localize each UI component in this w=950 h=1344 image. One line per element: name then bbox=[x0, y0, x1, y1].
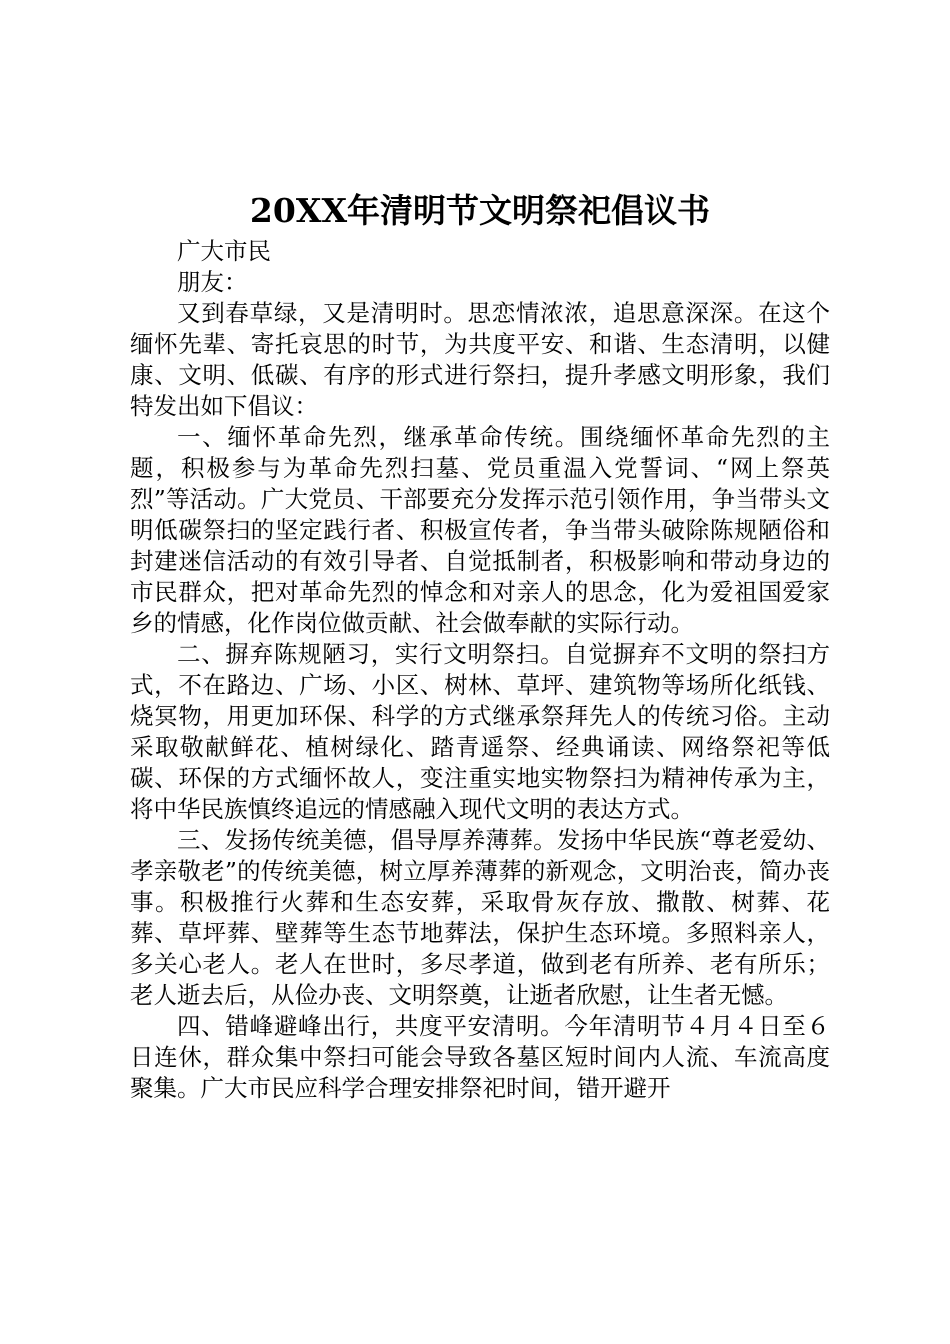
salutation-line-1: 广大市民 bbox=[177, 237, 271, 265]
salutation-line-2: 朋友： bbox=[177, 268, 248, 296]
paragraph-4: 四、错峰避峰出行，共度平安清明。今年清明节４月４日至６日连休，群众集中祭扫可能会导致各墓区短时间内人流、车流高度聚集。广大市民应科学合理安排祭祀时间，错开避开 bbox=[130, 1012, 830, 1102]
paragraph-1: 一、缅怀革命先烈，继承革命传统。围绕缅怀革命先烈的主题，积极参与为革命先烈扫墓、党员重温入党誓词、“网上祭英烈”等活动。广大党员、干部要充分发挥示范引领作用，争当带头文明低碳祭扫的坚定践行者、积极宣传者，争当带头破除陈规陋俗和封建迷信活动的有效引导者、自觉抵制者，积极影响和带动身边的市民群众，把对革命先烈的悼念和对亲人的思念，化为爱祖国爱家乡的情感，化作岗位做贡献、社会做奉献的实际行动。 bbox=[130, 423, 830, 637]
document-title: 20XX年清明节文明祭祀倡议书 bbox=[249, 191, 711, 230]
document-page bbox=[130, 0, 830, 1104]
paragraph-intro: 又到春草绿，又是清明时。思恋情浓浓，追思意深深。在这个缅怀先辈、寄托哀思的时节，为共度平安、和谐、生态清明，以健康、文明、低碳、有序的形式进行祭扫，提升孝感文明形象，我们特发出如下倡议： bbox=[130, 299, 830, 420]
paragraph-2: 二、摒弃陈规陋习，实行文明祭扫。自觉摒弃不文明的祭扫方式，不在路边、广场、小区、树林、草坪、建筑物等场所化纸钱、烧冥物，用更加环保、科学的方式继承祭拜先人的传统习俗。主动采取敬献鲜花、植树绿化、踏青遥祭、经典诵读、网络祭祀等低碳、环保的方式缅怀故人，变注重实地实物祭扫为精神传承为主，将中华民族慎终追远的情感融入现代文明的表达方式。 bbox=[130, 640, 830, 823]
paragraph-3: 三、发扬传统美德，倡导厚养薄葬。发扬中华民族“尊老爱幼、孝亲敬老”的传统美德，树立厚养薄葬的新观念，文明治丧，简办丧事。积极推行火葬和生态安葬，采取骨灰存放、撒散、树葬、花葬、草坪葬、壁葬等生态节地葬法，保护生态环境。多照料亲人，多关心老人。老人在世时，多尽孝道，做到老有所养、老有所乐；老人逝去后，从俭办丧、文明祭奠，让逝者欣慰，让生者无憾。 bbox=[130, 826, 830, 1009]
